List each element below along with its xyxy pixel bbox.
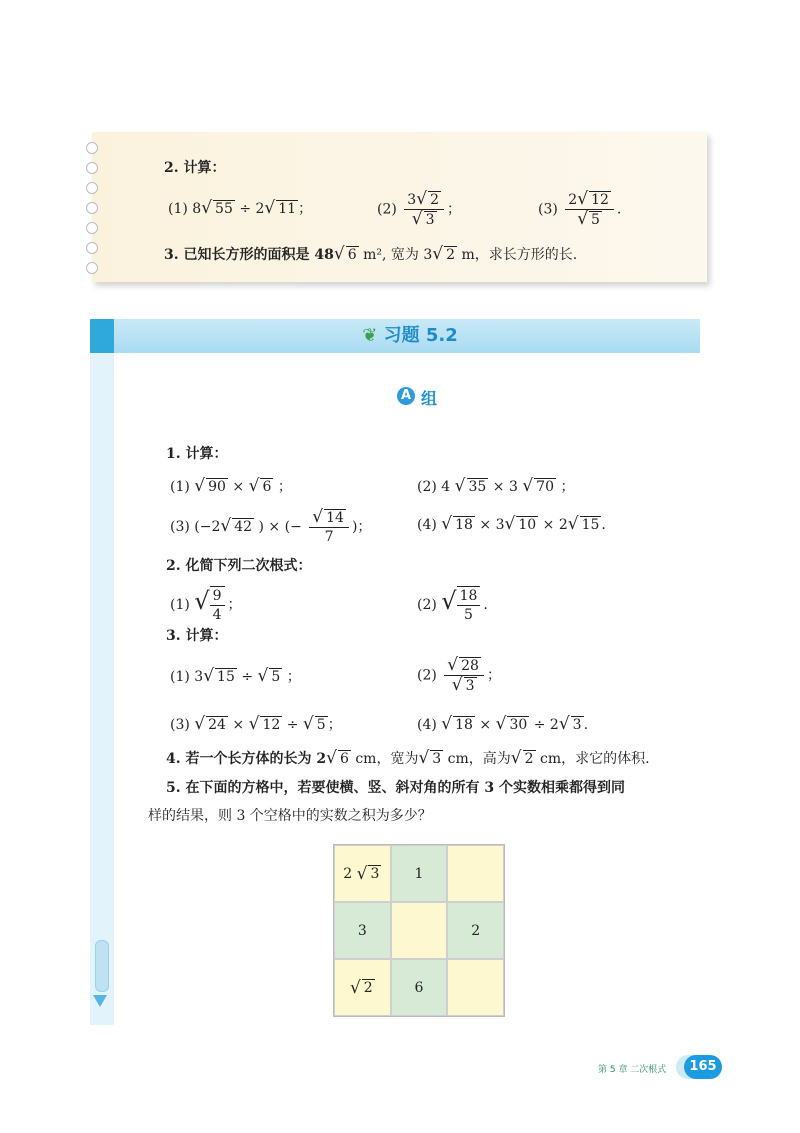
q-prefix: (4) xyxy=(417,717,437,733)
scroll-down-arrow-icon[interactable] xyxy=(93,995,107,1007)
ex-q5-line1: 5. 在下面的方格中，若要使横、竖、斜对角的所有 3 个实数相乘都得到同 xyxy=(166,780,625,796)
denominator: 5 xyxy=(464,607,473,623)
operator: × 3 xyxy=(479,517,505,533)
leaf-icon: ❦ xyxy=(362,325,378,346)
numerator: 9 xyxy=(210,587,225,606)
binder-ring xyxy=(86,202,98,214)
q-text: cm，求它的体积. xyxy=(540,751,650,767)
coef: 2 xyxy=(568,192,578,208)
operator: ) × (− xyxy=(258,519,302,535)
radicand: 55 xyxy=(215,201,233,217)
binder-ring xyxy=(86,142,98,154)
radicand: 35 xyxy=(468,479,487,495)
radicand: 2 xyxy=(524,751,534,767)
radicand: 10 xyxy=(518,517,537,533)
radicand: 90 xyxy=(208,479,226,495)
radicand: 18 xyxy=(455,717,473,733)
radicand: 14 xyxy=(326,510,344,526)
fraction xyxy=(457,586,481,624)
ex-q1-3: (3) (−2√ 42 ) × (− $\frac{√ 14}{7}$ )； xyxy=(170,507,372,545)
binder-ring xyxy=(86,242,98,254)
radicand: 70 xyxy=(536,479,554,495)
grid-cell: 3 xyxy=(334,902,391,959)
grid-cell: 2 xyxy=(447,902,504,959)
operator: ÷ xyxy=(286,717,299,733)
grid-cell: 1 xyxy=(391,845,448,902)
q-text: 4. 若一个长方体的长为 2 xyxy=(166,751,327,767)
radicand: 5 xyxy=(591,212,600,228)
ex-q2-label: 2. 化简下列二次根式： xyxy=(166,558,312,574)
ex-q3-label: 3. 计算： xyxy=(166,628,228,644)
denominator: 7 xyxy=(324,529,334,545)
radicand: 2 xyxy=(430,192,439,208)
punct: . xyxy=(483,597,488,613)
punct: ； xyxy=(327,717,342,733)
radicand: 3 xyxy=(572,717,582,733)
binder-ring xyxy=(86,162,98,174)
punct: ； xyxy=(277,479,292,495)
punct: . xyxy=(583,717,589,733)
side-strip xyxy=(90,353,114,1025)
grid-cell-empty xyxy=(391,902,448,959)
banner-tab xyxy=(90,319,114,353)
radicand: 6 xyxy=(347,247,357,263)
q-prefix: (2) xyxy=(377,201,397,218)
q-prefix: (2) 4 xyxy=(417,479,451,495)
practice-q2-label: 2. 计算： xyxy=(164,160,226,176)
punct: ； xyxy=(286,669,301,685)
grid-cell: √ 2 xyxy=(334,959,391,1016)
grid-cell-empty xyxy=(447,959,504,1016)
grid-cell: 6 xyxy=(391,959,448,1016)
fraction: $\frac{√ 14}{7}$ xyxy=(309,508,349,546)
radicand: 3 xyxy=(432,751,442,767)
practice-card xyxy=(92,132,707,282)
grid-cell: 2 √ 3 xyxy=(334,845,391,902)
binder-ring xyxy=(86,182,98,194)
ex-q1-1: (1) √ 90 × √ 6 ； xyxy=(170,476,292,496)
q-prefix: (3) xyxy=(170,717,190,733)
operator: × xyxy=(232,479,245,495)
radicand: 28 xyxy=(461,658,479,674)
practice-q2-2 xyxy=(377,190,461,229)
punct: ； xyxy=(486,667,501,684)
fraction: $\frac{3√ 2}{√ 3}$ xyxy=(404,190,444,229)
q-text: cm，高为 xyxy=(447,751,511,767)
radicand: 6 xyxy=(339,751,349,767)
binder-ring xyxy=(86,222,98,234)
punct: ； xyxy=(227,597,242,613)
footer-chapter: 第 5 章 二次根式 xyxy=(598,1065,667,1075)
group-label: 组 xyxy=(421,389,438,408)
radicand: 15 xyxy=(581,517,600,533)
grid-cell-empty xyxy=(447,845,504,902)
practice-q2-3 xyxy=(538,190,621,229)
radicand: 11 xyxy=(278,201,297,217)
radicand: 3 xyxy=(370,866,380,882)
q-prefix: (3) xyxy=(538,201,558,218)
q-prefix: (3) (−2 xyxy=(170,519,221,535)
radicand: 5 xyxy=(316,717,326,733)
practice-q2-1: (1) 8√ 55 ÷ 2√ 11 ； xyxy=(168,198,313,218)
ex-q2-1: (1) √ $\frac{9}{4}$ ； xyxy=(170,587,242,623)
operator: × 3 xyxy=(492,479,518,495)
radicand: 15 xyxy=(217,669,235,685)
q-text: cm，宽为 xyxy=(355,751,419,767)
punct: . xyxy=(616,201,622,218)
exercise-title-text: 习题 5.2 xyxy=(383,325,458,346)
q-text: 3. 已知长方形的面积是 48 xyxy=(164,247,334,263)
q-text: m², 宽为 3 xyxy=(363,247,433,263)
ex-q1-label: 1. 计算： xyxy=(166,446,228,462)
scroll-thumb[interactable] xyxy=(95,940,109,992)
magic-square-grid xyxy=(333,844,505,1017)
operator: × xyxy=(479,717,492,733)
ex-q1-4: (4) √ 18 × 3√ 10 × 2√ 15 . xyxy=(417,514,606,534)
q-prefix: (1) 3 xyxy=(170,669,204,685)
ex-q5-line2: 样的结果，则 3 个空格中的实数之积为多少？ xyxy=(148,808,432,824)
q-prefix: (1) 8 xyxy=(168,201,202,217)
radicand: 2 xyxy=(446,247,455,263)
radicand: 12 xyxy=(591,192,609,208)
group-badge: A xyxy=(397,387,415,405)
numerator: 18 xyxy=(457,587,481,606)
radicand: 42 xyxy=(234,519,253,535)
operator: ÷ xyxy=(241,669,254,685)
practice-q3: 3. 已知长方形的面积是 48√ 6 m², 宽为 3√ 2 m，求长方形的长. xyxy=(164,244,578,264)
radicand: 5 xyxy=(271,669,281,685)
page-number: 165 xyxy=(684,1055,722,1079)
punct: ； xyxy=(560,479,575,495)
fraction: $\frac{2√ 12}{√ 5}$ xyxy=(565,190,614,229)
ex-q4: 4. 若一个长方体的长为 2√ 6 cm，宽为√ 3 cm，高为√ 2 cm，求它的体积. xyxy=(166,748,650,768)
q-prefix: (4) xyxy=(417,517,437,533)
radicand: 6 xyxy=(262,479,272,495)
radicand: 3 xyxy=(425,212,435,228)
ex-q1-2: (2) 4 √ 35 × 3 √ 70 ； xyxy=(417,476,575,496)
ex-q3-4: (4) √ 18 × √ 30 ÷ 2√ 3 . xyxy=(417,714,589,734)
q-prefix: (2) xyxy=(417,667,437,684)
q-prefix: (1) xyxy=(170,597,190,613)
radicand: 30 xyxy=(509,717,528,733)
operator: × 2 xyxy=(542,517,568,533)
ex-q3-2 xyxy=(417,656,501,695)
exercise-title xyxy=(330,322,490,350)
radicand: 18 xyxy=(455,517,473,533)
q-prefix: (1) xyxy=(170,479,190,495)
ex-q2-2: (2) √ $\frac{18}{5}$ . xyxy=(417,587,488,623)
ex-q3-3: (3) √ 24 × √ 12 ÷ √ 5 ； xyxy=(170,714,342,734)
operator: × xyxy=(232,717,245,733)
radicand: 12 xyxy=(262,717,281,733)
radicand: 2 xyxy=(363,980,373,996)
denominator: 4 xyxy=(212,607,222,623)
q-text: m，求长方形的长. xyxy=(461,247,578,263)
q-prefix: (2) xyxy=(417,597,437,613)
punct: ； xyxy=(446,201,461,218)
fraction: $\frac{√ 28}{√ 3}$ xyxy=(444,656,484,695)
fraction xyxy=(210,586,225,624)
punct: . xyxy=(601,517,606,533)
radicand: 3 xyxy=(465,678,475,694)
operator: ÷ 2 xyxy=(533,717,559,733)
punct: ； xyxy=(298,201,313,217)
coef: 2 xyxy=(343,865,353,882)
radicand: 24 xyxy=(208,717,226,733)
ex-q3-1: (1) 3√ 15 ÷ √ 5 ； xyxy=(170,666,301,686)
coef: 3 xyxy=(407,192,417,208)
operator: ÷ 2 xyxy=(239,201,265,217)
punct: )； xyxy=(351,519,372,535)
binder-ring xyxy=(86,262,98,274)
